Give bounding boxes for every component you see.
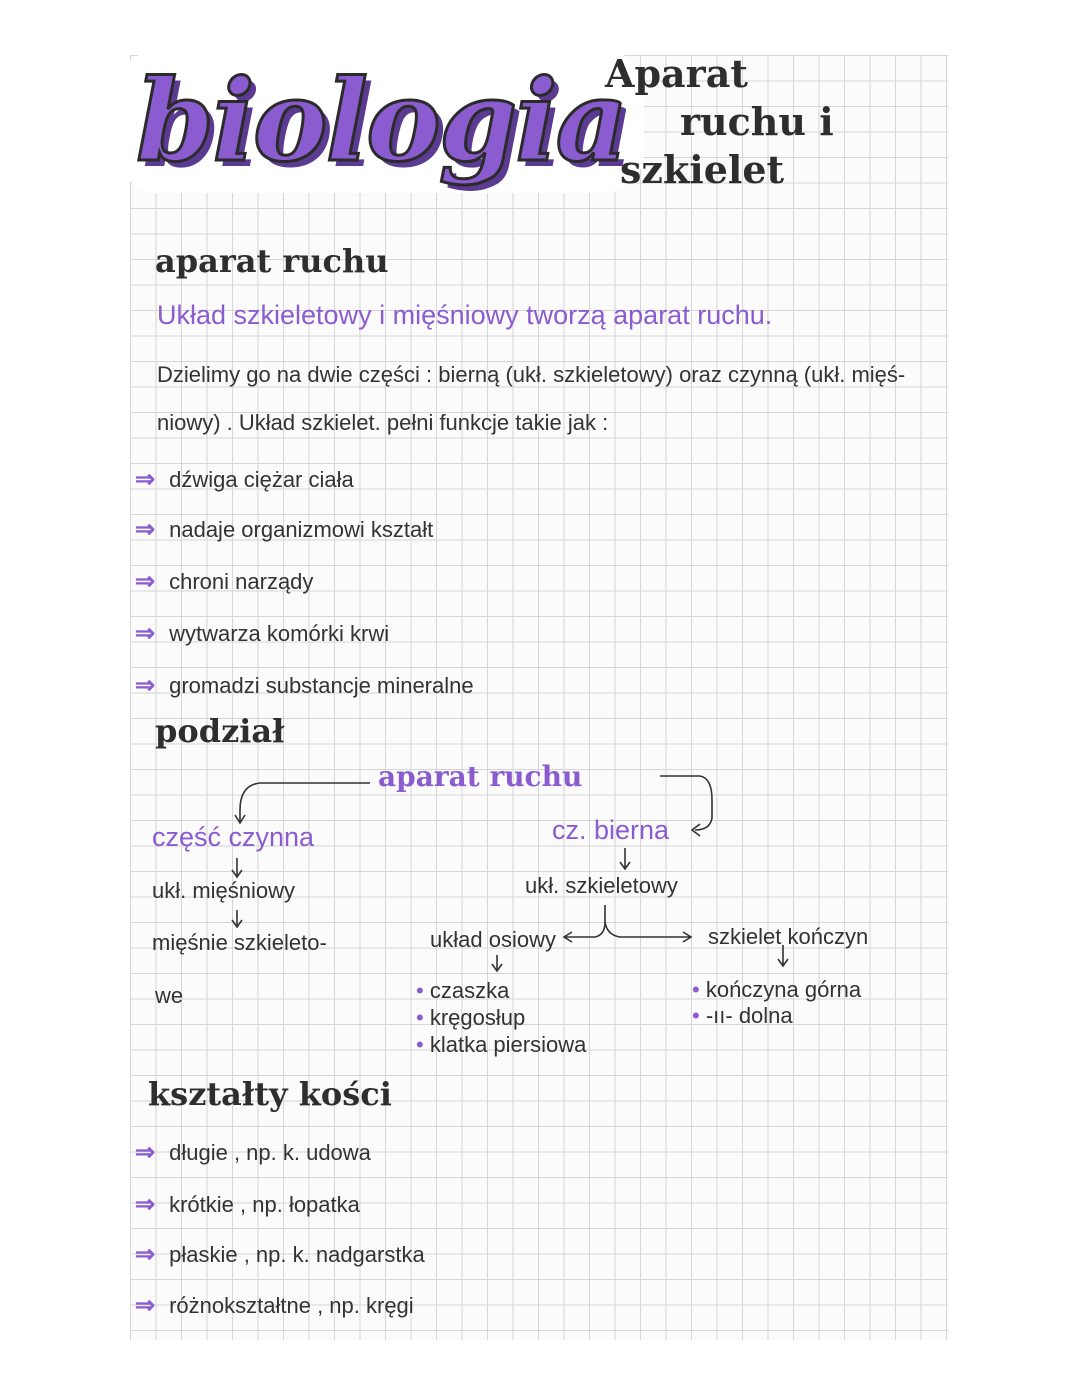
bone-shape-item xyxy=(135,1138,371,1167)
double-arrow-icon: ⇒ xyxy=(135,620,156,647)
limb-item-text: kończyna górna xyxy=(705,977,862,1002)
node-skeletal-system: ukł. szkieletowy xyxy=(525,873,678,898)
node-limb-skeleton: szkielet kończyn xyxy=(708,924,869,949)
paragraph-line-2: niowy) . Układ szkielet. pełni funkcje takie jak : xyxy=(157,410,609,435)
bullet-dot-icon: • xyxy=(416,1005,430,1030)
node-muscle-system: ukł. mięśniowy xyxy=(152,878,296,903)
axial-item-text: klatka piersiowa xyxy=(429,1032,587,1057)
function-text: dźwiga ciężar ciała xyxy=(169,467,354,492)
arrow-to-axial xyxy=(564,905,605,942)
double-arrow-icon: ⇒ xyxy=(135,672,156,699)
page-title: biologia xyxy=(136,56,627,187)
section-heading-ksztalty-kosci: kształty kości xyxy=(148,1075,392,1113)
diagram-root: aparat ruchu xyxy=(378,760,583,793)
function-text: nadaje organizmowi kształt xyxy=(169,517,434,542)
double-arrow-icon: ⇒ xyxy=(135,1241,156,1268)
bullet-dot-icon: • xyxy=(692,1003,706,1028)
bone-shape-item xyxy=(135,1240,425,1269)
section-heading-aparat-ruchu: aparat ruchu xyxy=(155,242,389,280)
bullet-dot-icon: • xyxy=(692,977,706,1002)
node-skeletal-muscles-cont: we xyxy=(155,983,184,1008)
bone-shape-text: długie , np. k. udowa xyxy=(169,1140,371,1165)
limb-item xyxy=(692,1003,793,1029)
axial-item xyxy=(416,1032,586,1058)
double-arrow-icon: ⇒ xyxy=(135,516,156,543)
arrow-to-limbs xyxy=(605,922,691,942)
limb-item xyxy=(692,977,861,1003)
bullet-dot-icon: • xyxy=(416,1032,430,1057)
arrow-to-active xyxy=(240,783,370,822)
double-arrow-icon: ⇒ xyxy=(135,1139,156,1166)
double-arrow-icon: ⇒ xyxy=(135,1292,156,1319)
axial-item-text: kręgosłup xyxy=(429,1005,526,1030)
node-axial-skeleton: układ osiowy xyxy=(430,927,556,952)
function-text: gromadzi substancje mineralne xyxy=(169,673,474,698)
topic-line-1: Aparat xyxy=(605,51,748,96)
bone-shape-item xyxy=(135,1190,360,1219)
bone-shape-text: płaskie , np. k. nadgarstka xyxy=(169,1242,425,1267)
function-text: wytwarza komórki krwi xyxy=(169,621,390,646)
function-text: chroni narządy xyxy=(169,569,314,594)
double-arrow-icon: ⇒ xyxy=(135,466,156,493)
axial-item xyxy=(416,1005,525,1031)
bone-shape-item xyxy=(135,1291,414,1320)
axial-item xyxy=(416,978,509,1004)
double-arrow-icon: ⇒ xyxy=(135,1191,156,1218)
node-active-part: część czynna xyxy=(152,822,315,852)
bone-shape-text: krótkie , np. łopatka xyxy=(169,1192,360,1217)
double-arrow-icon: ⇒ xyxy=(135,568,156,595)
topic-line-3: szkielet xyxy=(620,147,785,192)
section-heading-podzial: podział xyxy=(155,712,285,750)
node-passive-part: cz. bierna xyxy=(552,815,670,845)
topic-line-2: ruchu i xyxy=(680,99,834,144)
bone-shape-text: różnokształtne , np. kręgi xyxy=(169,1293,414,1318)
bullet-dot-icon: • xyxy=(416,978,430,1003)
axial-item-text: czaszka xyxy=(429,978,510,1003)
paragraph-line-1: Dzielimy go na dwie części : bierną (ukł. szkieletowy) oraz czynną (ukł. mięś- xyxy=(157,362,906,387)
lead-sentence: Układ szkieletowy i mięśniowy tworzą aparat ruchu. xyxy=(157,300,773,330)
node-skeletal-muscles: mięśnie szkieleto- xyxy=(152,930,327,955)
limb-item-text: -ıı- dolna xyxy=(705,1003,793,1028)
